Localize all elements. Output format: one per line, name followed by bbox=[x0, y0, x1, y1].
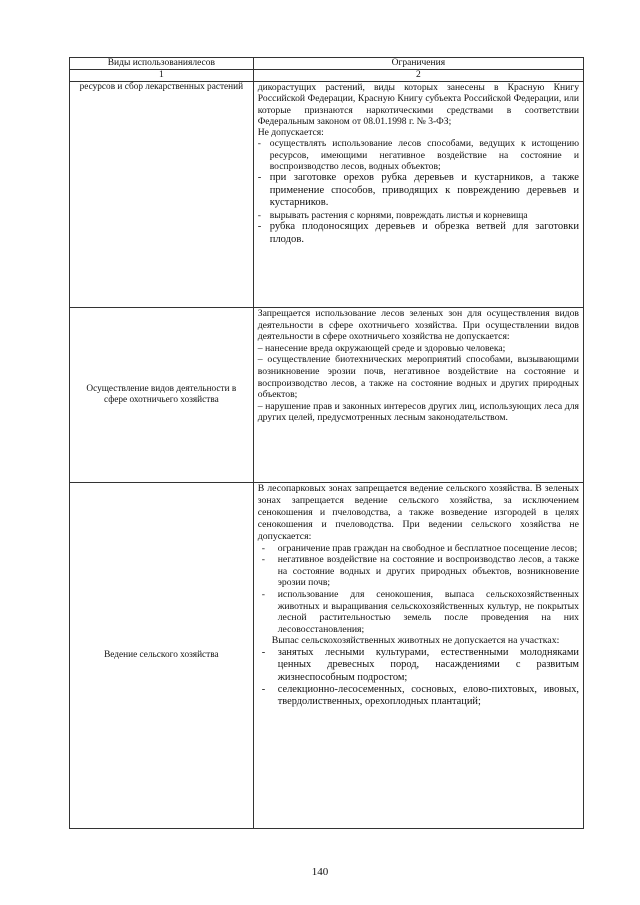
list-item bbox=[258, 172, 579, 210]
row2-restrictions bbox=[253, 308, 583, 483]
row1-left-text: ресурсов и сбор лекарственных растений bbox=[79, 82, 244, 92]
row1-usage-type bbox=[70, 82, 254, 308]
row2-para: Запрещается использование лесов зеленых зон для осуществления видов деятельности в сфере охотничьего хозяйства. При осуществлении видов деятельности в сфере охотничьего хозяйства не допускается: bbox=[257, 308, 579, 343]
row3-grazing: Выпас сельскохозяйственных животных не допускается на участках: bbox=[271, 635, 560, 647]
header-col2: Ограничения bbox=[253, 58, 583, 70]
list-item bbox=[258, 589, 579, 635]
table-row bbox=[70, 483, 584, 829]
bullet-text: вырывать растения с корнями, повреждать листья и корневища bbox=[269, 209, 528, 221]
bullet-text: ограничение прав граждан на свободное и бесплатное посещение лесов; bbox=[277, 542, 578, 554]
row2-left-text: Осуществление видов деятельности в сфере охотничьего хозяйства bbox=[86, 383, 237, 405]
bullet-text: негативное воздействие на состояние и воспроизводство лесов, а также на состояние водных и других природных объектов, возникновение эрозии почв; bbox=[277, 554, 579, 589]
list-item bbox=[258, 647, 579, 684]
bullet-dash: - bbox=[257, 172, 262, 184]
row1-intro: дикорастущих растений, виды которых занесены в Красную Книгу Российской Федерации, Красную Книгу субъекта Российской Федерации, или которые признаются наркотическими средствами в соответствии Федеральным законом от 08.01.1998 г. № 3-ФЗ; bbox=[257, 82, 579, 127]
bullet-text: осуществлять использование лесов способами, ведущих к истощению ресурсов, имеющими негативное воздействие на состояние и воспроизводство лесов, водных объектов; bbox=[269, 138, 579, 173]
bullet-text: использование для сенокошения, выпаса сельскохозяйственных животных и выращивания сельскохозяйственных культур, не покрытых лесной растительностью земель после проведения на них лесовосстановления; bbox=[277, 588, 579, 635]
row2-para: – нарушение прав и законных интересов других лиц, использующих леса для других целей, предусмотренных лесным законодательством. bbox=[257, 400, 579, 424]
bullet-text: селекционно-лесосеменных, сосновых, елово-пихтовых, ивовых, твердолиственных, орехоплодных плантаций; bbox=[277, 684, 579, 708]
restrictions-table bbox=[69, 57, 584, 829]
row1-not-allowed: Не допускается: bbox=[257, 127, 324, 139]
row1-restrictions bbox=[253, 82, 583, 308]
row2-para: – нанесение вреда окружающей среде и здоровью человека; bbox=[257, 342, 506, 354]
row3-restrictions bbox=[253, 483, 583, 829]
bullet-dash: - bbox=[261, 684, 266, 696]
table-row bbox=[70, 82, 584, 308]
row3-usage-type bbox=[70, 483, 254, 829]
list-item bbox=[258, 221, 579, 246]
table-row bbox=[70, 308, 584, 483]
column-number-1: 1 bbox=[70, 70, 254, 82]
column-numbers-row bbox=[70, 70, 584, 82]
list-item bbox=[258, 543, 579, 555]
list-item bbox=[258, 684, 579, 709]
bullet-dash: - bbox=[257, 209, 261, 221]
bullet-dash: - bbox=[257, 138, 261, 150]
page-number: 140 bbox=[311, 866, 329, 878]
header-col1: Виды использованиялесов bbox=[70, 58, 254, 70]
list-item bbox=[258, 554, 579, 589]
bullet-dash: - bbox=[261, 588, 265, 600]
table-header-row bbox=[70, 58, 584, 70]
list-item bbox=[258, 210, 579, 221]
bullet-text: при заготовке орехов рубка деревьев и кустарников, а также применение способов, приводящих к повреждению деревьев и кустарников. bbox=[269, 172, 579, 209]
bullet-dash: - bbox=[261, 554, 265, 566]
bullet-dash: - bbox=[261, 542, 265, 554]
bullet-text: занятых лесными культурами, естественными молодняками ценных древесных пород, насаждениями с развитым жизнеспособным подростом; bbox=[277, 647, 579, 683]
column-number-2: 2 bbox=[253, 70, 583, 82]
bullet-text: рубка плодоносящих деревьев и обрезка ветвей для заготовки плодов. bbox=[269, 221, 579, 245]
bullet-dash: - bbox=[261, 647, 266, 659]
row3-left-text: Ведение сельского хозяйства bbox=[104, 649, 219, 660]
bullet-dash: - bbox=[257, 221, 262, 233]
row2-usage-type bbox=[70, 308, 254, 483]
list-item bbox=[258, 138, 579, 172]
row2-para: – осуществление биотехнических мероприятий способами, вызывающими возникновение эрозии почв, негативное воздействие на состояние и воспроизводство лесов, а также на состояние водных и других природных объектов; bbox=[257, 354, 579, 401]
row3-intro: В лесопарковых зонах запрещается ведение сельского хозяйства. В зеленых зонах запрещается ведение сельского хозяйства, за исключением сенокошения и пчеловодства, а также возведение изгородей в целях сенокошения и пчеловодства. При ведении сельского хозяйства не допускается: bbox=[257, 483, 579, 542]
